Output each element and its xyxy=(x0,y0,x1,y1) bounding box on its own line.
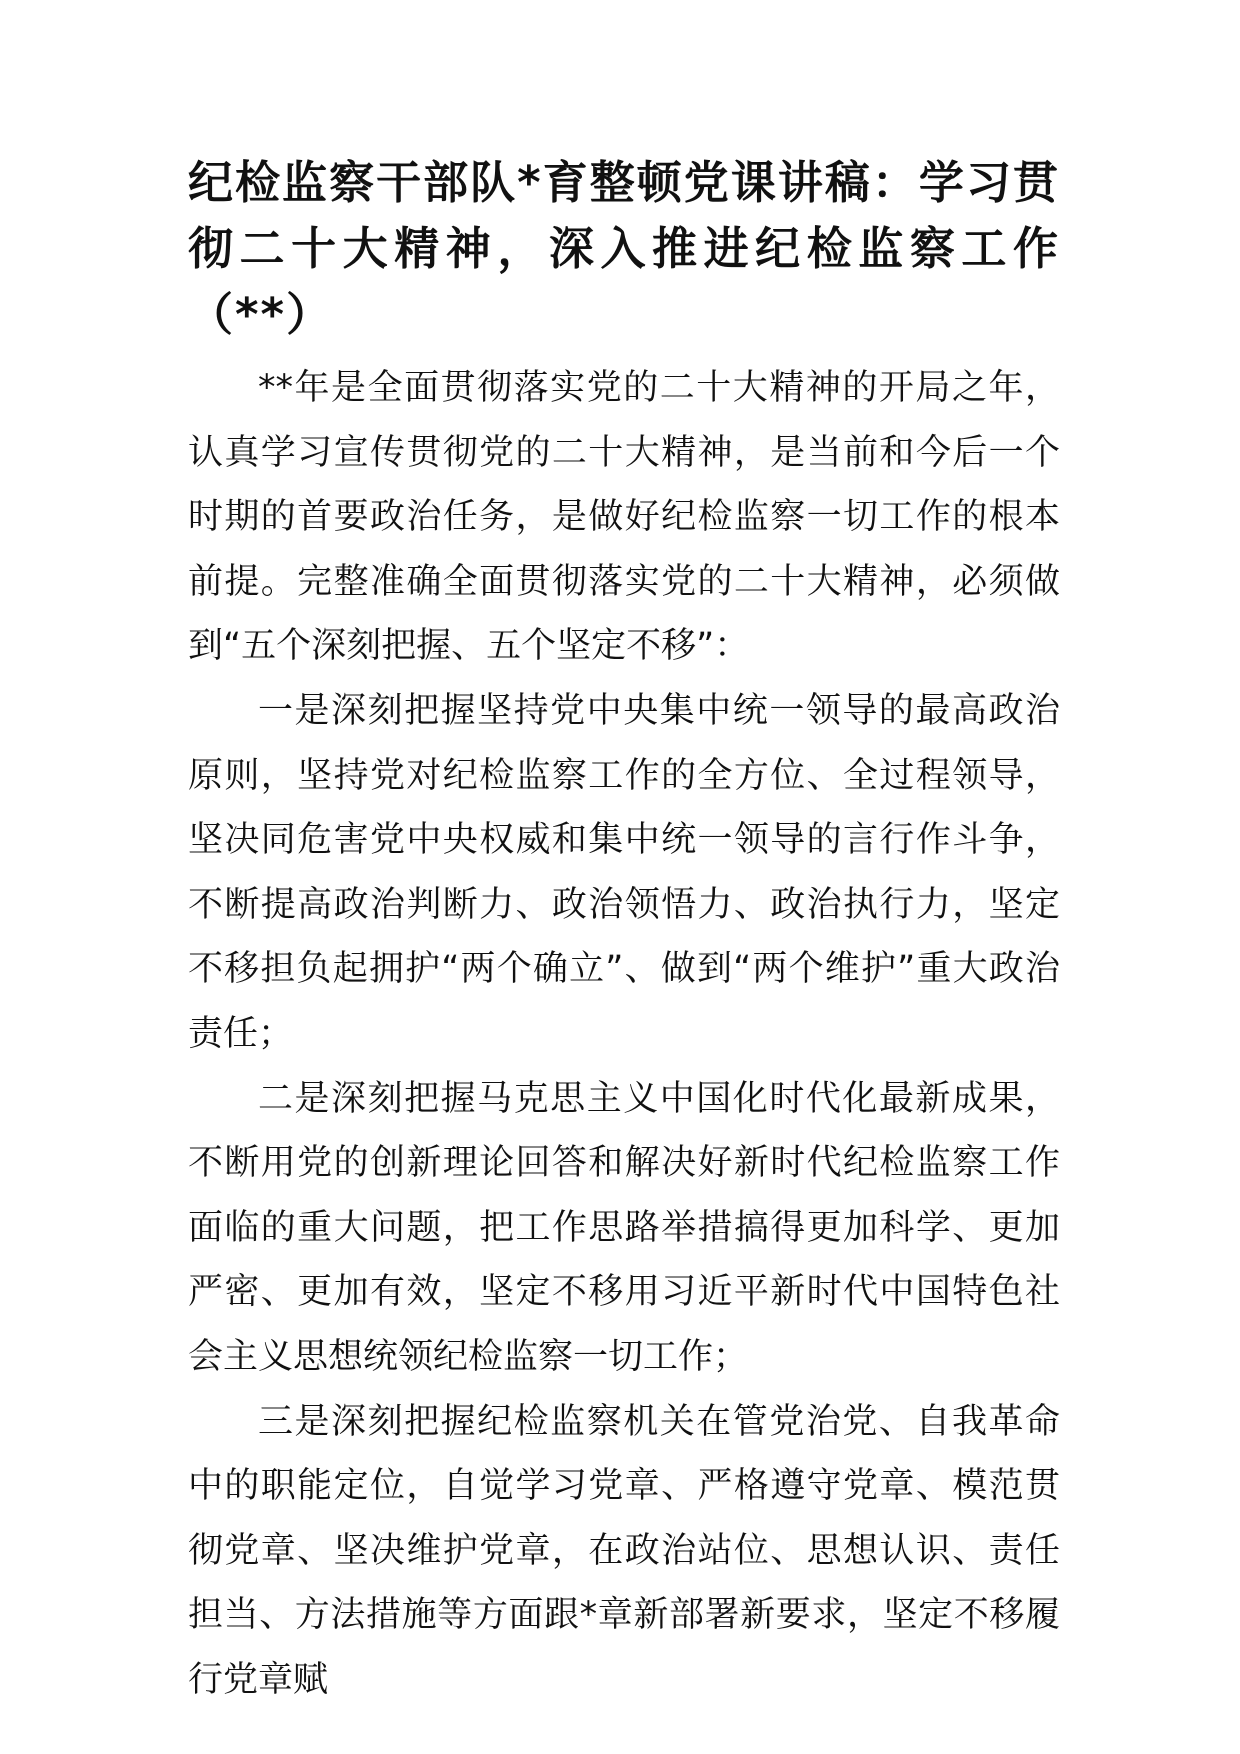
document-body xyxy=(188,150,1060,1712)
paragraph-intro: **年是全面贯彻落实党的二十大精神的开局之年，认真学习宣传贯彻党的二十大精神，是当前和今后一个时期的首要政治任务，是做好纪检监察一切工作的根本前提。完整准确全面贯彻落实党的二十大精神，必须做到“五个深刻把握、五个坚定不移”： xyxy=(188,368,1060,667)
paragraph-point-3: 三是深刻把握纪检监察机关在管党治党、自我革命中的职能定位，自觉学习党章、严格遵守党章、模范贯彻党章、坚决维护党章，在政治站位、思想认识、责任担当、方法措施等方面跟*章新部署新要求，坚定不移履行党章赋 xyxy=(188,1401,1060,1700)
paragraph-point-1: 一是深刻把握坚持党中央集中统一领导的最高政治原则，坚持党对纪检监察工作的全方位、全过程领导，坚决同危害党中央权威和集中统一领导的言行作斗争，不断提高政治判断力、政治领悟力、政治执行力，坚定不移担负起拥护“两个确立”、做到“两个维护”重大政治责任； xyxy=(188,690,1060,1054)
paragraph-point-2: 二是深刻把握马克思主义中国化时代化最新成果，不断用党的创新理论回答和解决好新时代纪检监察工作面临的重大问题，把工作思路举措搞得更加科学、更加严密、更加有效，坚定不移用习近平新时代中国特色社会主义思想统领纪检监察一切工作； xyxy=(188,1078,1060,1377)
document-title: 纪检监察干部队*育整顿党课讲稿：学习贯彻二十大精神，深入推进纪检监察工作（**） xyxy=(188,156,1060,341)
